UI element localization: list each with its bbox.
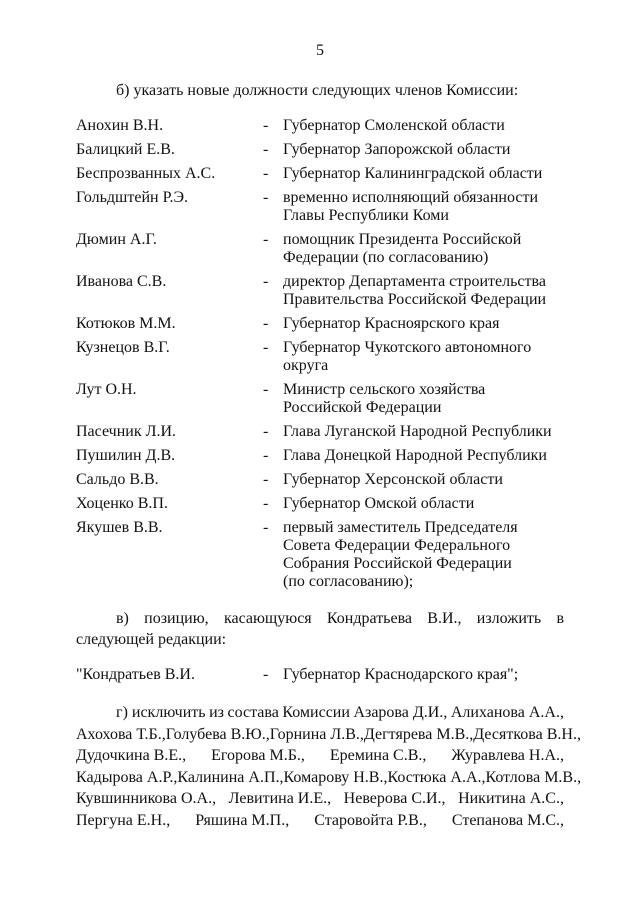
section-g-word: из bbox=[209, 704, 224, 721]
kondratyev-dash: - bbox=[263, 666, 269, 683]
member-name: Анохин В.Н. bbox=[76, 117, 164, 134]
member-post: Губернатор Калининградской области bbox=[283, 165, 543, 182]
section-g-word: Дудочкина В.Е., bbox=[76, 747, 187, 765]
section-g-word: Горнина Л.В., bbox=[269, 725, 364, 743]
section-g-word: Левитина И.Е., bbox=[228, 790, 332, 808]
member-row bbox=[76, 165, 576, 183]
member-row bbox=[76, 315, 576, 333]
member-row bbox=[76, 381, 576, 417]
section-g-word: Журавлева Н.А., bbox=[451, 747, 564, 765]
member-row bbox=[76, 117, 576, 135]
section-g-word: Костюка А.А., bbox=[387, 768, 486, 786]
member-name: Дюмин А.Г. bbox=[76, 231, 157, 248]
member-post: Губернатор Чукотского автономного округа bbox=[283, 339, 532, 374]
member-post: первый заместитель Председателя Совета Федерации Федерального Собрания Российской Федерации (по согласованию); bbox=[283, 519, 518, 590]
member-name: Хоценко В.П. bbox=[76, 495, 168, 512]
member-dash: - bbox=[263, 117, 269, 134]
section-g-word: Кадырова А.Р., bbox=[76, 768, 178, 786]
section-v-paragraph: в) позицию, касающуюся Кондратьева В.И., изложить в следующей редакции: bbox=[76, 610, 564, 648]
section-g-word: Степанова М.С., bbox=[451, 811, 564, 829]
section-g-line bbox=[76, 745, 564, 767]
member-row bbox=[76, 423, 576, 441]
section-g-word: Комиссии bbox=[282, 704, 350, 721]
member-row bbox=[76, 471, 576, 489]
member-name: Кузнецов В.Г. bbox=[76, 339, 170, 356]
kondratyev-name: "Кондратьев В.И. bbox=[76, 666, 195, 683]
section-b-intro: б) указать новые должности следующих членов Комиссии: bbox=[116, 82, 519, 99]
section-g-word: Десяткова В.Н., bbox=[473, 725, 581, 743]
section-g-word: Азарова Д.И., bbox=[353, 704, 448, 721]
page-number: 5 bbox=[316, 42, 324, 59]
member-row bbox=[76, 447, 576, 465]
member-dash: - bbox=[263, 189, 269, 206]
member-post: Глава Донецкой Народной Республики bbox=[283, 447, 547, 464]
section-g-word: Калинина А.П., bbox=[177, 768, 284, 786]
member-name: Якушев В.В. bbox=[76, 519, 163, 536]
member-row bbox=[76, 141, 576, 159]
member-dash: - bbox=[263, 519, 269, 536]
member-dash: - bbox=[263, 495, 269, 512]
member-dash: - bbox=[263, 423, 269, 440]
member-dash: - bbox=[263, 141, 269, 158]
section-g-word: Ахохова Т.Б., bbox=[76, 725, 166, 743]
section-g-line bbox=[76, 810, 564, 832]
section-g-word: Кувшинникова О.А., bbox=[76, 790, 217, 808]
section-g-word: состава bbox=[227, 704, 279, 721]
members-list bbox=[76, 117, 576, 597]
section-g-word: Никитина А.С., bbox=[458, 790, 564, 808]
member-name: Пасечник Л.И. bbox=[76, 423, 177, 440]
member-post: Губернатор Херсонской области bbox=[283, 471, 503, 488]
member-name: Сальдо В.В. bbox=[76, 471, 159, 488]
section-g-word: Голубева В.Ю., bbox=[165, 725, 270, 743]
member-name: Лут О.Н. bbox=[76, 381, 137, 398]
section-g-word: Комарову Н.В., bbox=[283, 768, 388, 786]
member-name: Гольдштейн Р.Э. bbox=[76, 189, 189, 206]
section-g-word: Дегтярева М.В., bbox=[363, 725, 474, 743]
member-post: Министр сельского хозяйства Российской Федерации bbox=[283, 381, 486, 416]
member-post: директор Департамента строительства Правительства Российской Федерации bbox=[283, 273, 547, 308]
member-row bbox=[76, 273, 576, 309]
member-row bbox=[76, 231, 576, 267]
member-row bbox=[76, 339, 576, 375]
member-name: Балицкий Е.В. bbox=[76, 141, 175, 158]
member-post: Губернатор Красноярского края bbox=[283, 315, 500, 332]
member-row bbox=[76, 495, 576, 513]
section-g-line bbox=[76, 788, 564, 810]
section-g-word: Еремина С.В., bbox=[329, 747, 427, 765]
section-g-word: г) исключить bbox=[116, 704, 206, 721]
member-post: временно исполняющий обязанности Главы Республики Коми bbox=[283, 189, 539, 224]
member-dash: - bbox=[263, 339, 269, 356]
section-g-word: Алиханова А.А., bbox=[450, 704, 564, 721]
section-g-line bbox=[76, 702, 564, 724]
section-g-word: Старовойта Р.В., bbox=[314, 811, 427, 829]
member-post: Губернатор Смоленской области bbox=[283, 117, 505, 134]
section-g-paragraph bbox=[76, 702, 582, 832]
member-dash: - bbox=[263, 381, 269, 398]
kondratyev-entry bbox=[76, 666, 518, 684]
section-g-word: Неверова С.И., bbox=[343, 790, 446, 808]
member-post: Губернатор Омской области bbox=[283, 495, 475, 512]
member-post: помощник Президента Российской Федерации (по согласованию) bbox=[283, 231, 522, 266]
member-post: Губернатор Запорожской области bbox=[283, 141, 511, 158]
section-g-word: Пергуна Е.Н., bbox=[76, 811, 171, 829]
member-name: Беспрозванных А.С. bbox=[76, 165, 216, 182]
member-name: Пушилин Д.В. bbox=[76, 447, 176, 464]
member-name: Иванова С.В. bbox=[76, 273, 167, 290]
member-dash: - bbox=[263, 231, 269, 248]
member-dash: - bbox=[263, 471, 269, 488]
section-g-word: Котлова М.В., bbox=[485, 768, 582, 786]
member-dash: - bbox=[263, 273, 269, 290]
member-row bbox=[76, 189, 576, 225]
member-dash: - bbox=[263, 165, 269, 182]
member-dash: - bbox=[263, 315, 269, 332]
member-row bbox=[76, 519, 576, 591]
section-g-word: Егорова М.Б., bbox=[211, 747, 305, 765]
member-name: Котюков М.М. bbox=[76, 315, 176, 332]
kondratyev-post: Губернатор Краснодарского края"; bbox=[283, 666, 519, 683]
member-dash: - bbox=[263, 447, 269, 464]
member-post: Глава Луганской Народной Республики bbox=[283, 423, 552, 440]
section-g-line bbox=[76, 767, 582, 789]
section-g-line bbox=[76, 724, 581, 746]
section-g-word: Ряшина М.П., bbox=[195, 811, 290, 829]
